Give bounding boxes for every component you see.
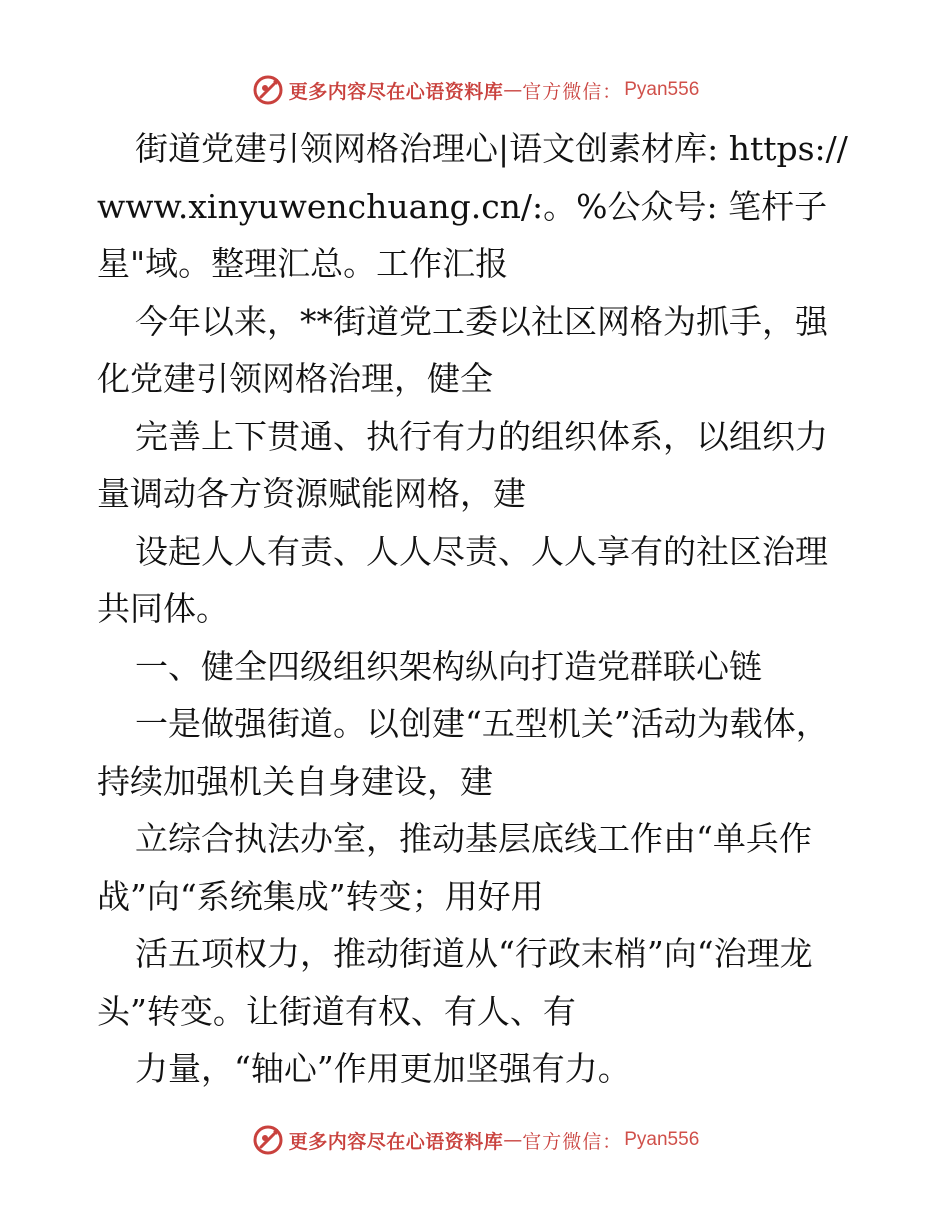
section-heading: 一、健全四级组织架构纵向打造党群联心链: [135, 646, 762, 686]
paragraph: 今年以来，**街道党工委以社区网格为抓手，强化党建引领网格治理，健全: [97, 301, 828, 398]
footer-watermark-banner: [0, 1120, 950, 1160]
logo-icon: [251, 73, 285, 107]
paragraph: 一是做强街道。以创建“五型机关”活动为载体，持续加强机关自身建设，建: [97, 704, 829, 801]
banner-subtitle: 官方微信：: [522, 1130, 623, 1153]
banner-subtitle: 官方微信：: [522, 80, 623, 103]
document-body: [97, 120, 857, 1098]
banner-wechat-id: Pyan556: [624, 1129, 700, 1150]
paragraph-title: 街道党建引领网格治理心|语文创素材库: https://www.xinyuwenchuang.cn/:。%公众号: 笔杆子星"域。整理汇总。工作汇报: [97, 129, 848, 283]
banner-dash: —: [503, 1129, 523, 1151]
paragraph: 完善上下贯通、执行有力的组织体系，以组织力量调动各方资源赋能网格，建: [97, 416, 828, 513]
paragraph: 设起人人有责、人人尽责、人人享有的社区治理共同体。: [97, 531, 828, 628]
header-watermark-banner: [0, 70, 950, 110]
paragraph: 力量，“轴心”作用更加坚强有力。: [135, 1049, 631, 1088]
banner-wechat-id: Pyan556: [624, 79, 700, 100]
banner-main-text: 更多内容尽在心语资料库: [288, 80, 504, 103]
banner-dash: —: [503, 79, 523, 101]
paragraph: 活五项权力，推动街道从“行政末梢”向“治理龙头”转变。让街道有权、有人、有: [97, 934, 813, 1031]
paragraph: 立综合执法办室，推动基层底线工作由“单兵作战”向“系统集成”转变；用好用: [97, 819, 812, 916]
logo-icon: [251, 1123, 285, 1157]
banner-main-text: 更多内容尽在心语资料库: [288, 1130, 504, 1153]
